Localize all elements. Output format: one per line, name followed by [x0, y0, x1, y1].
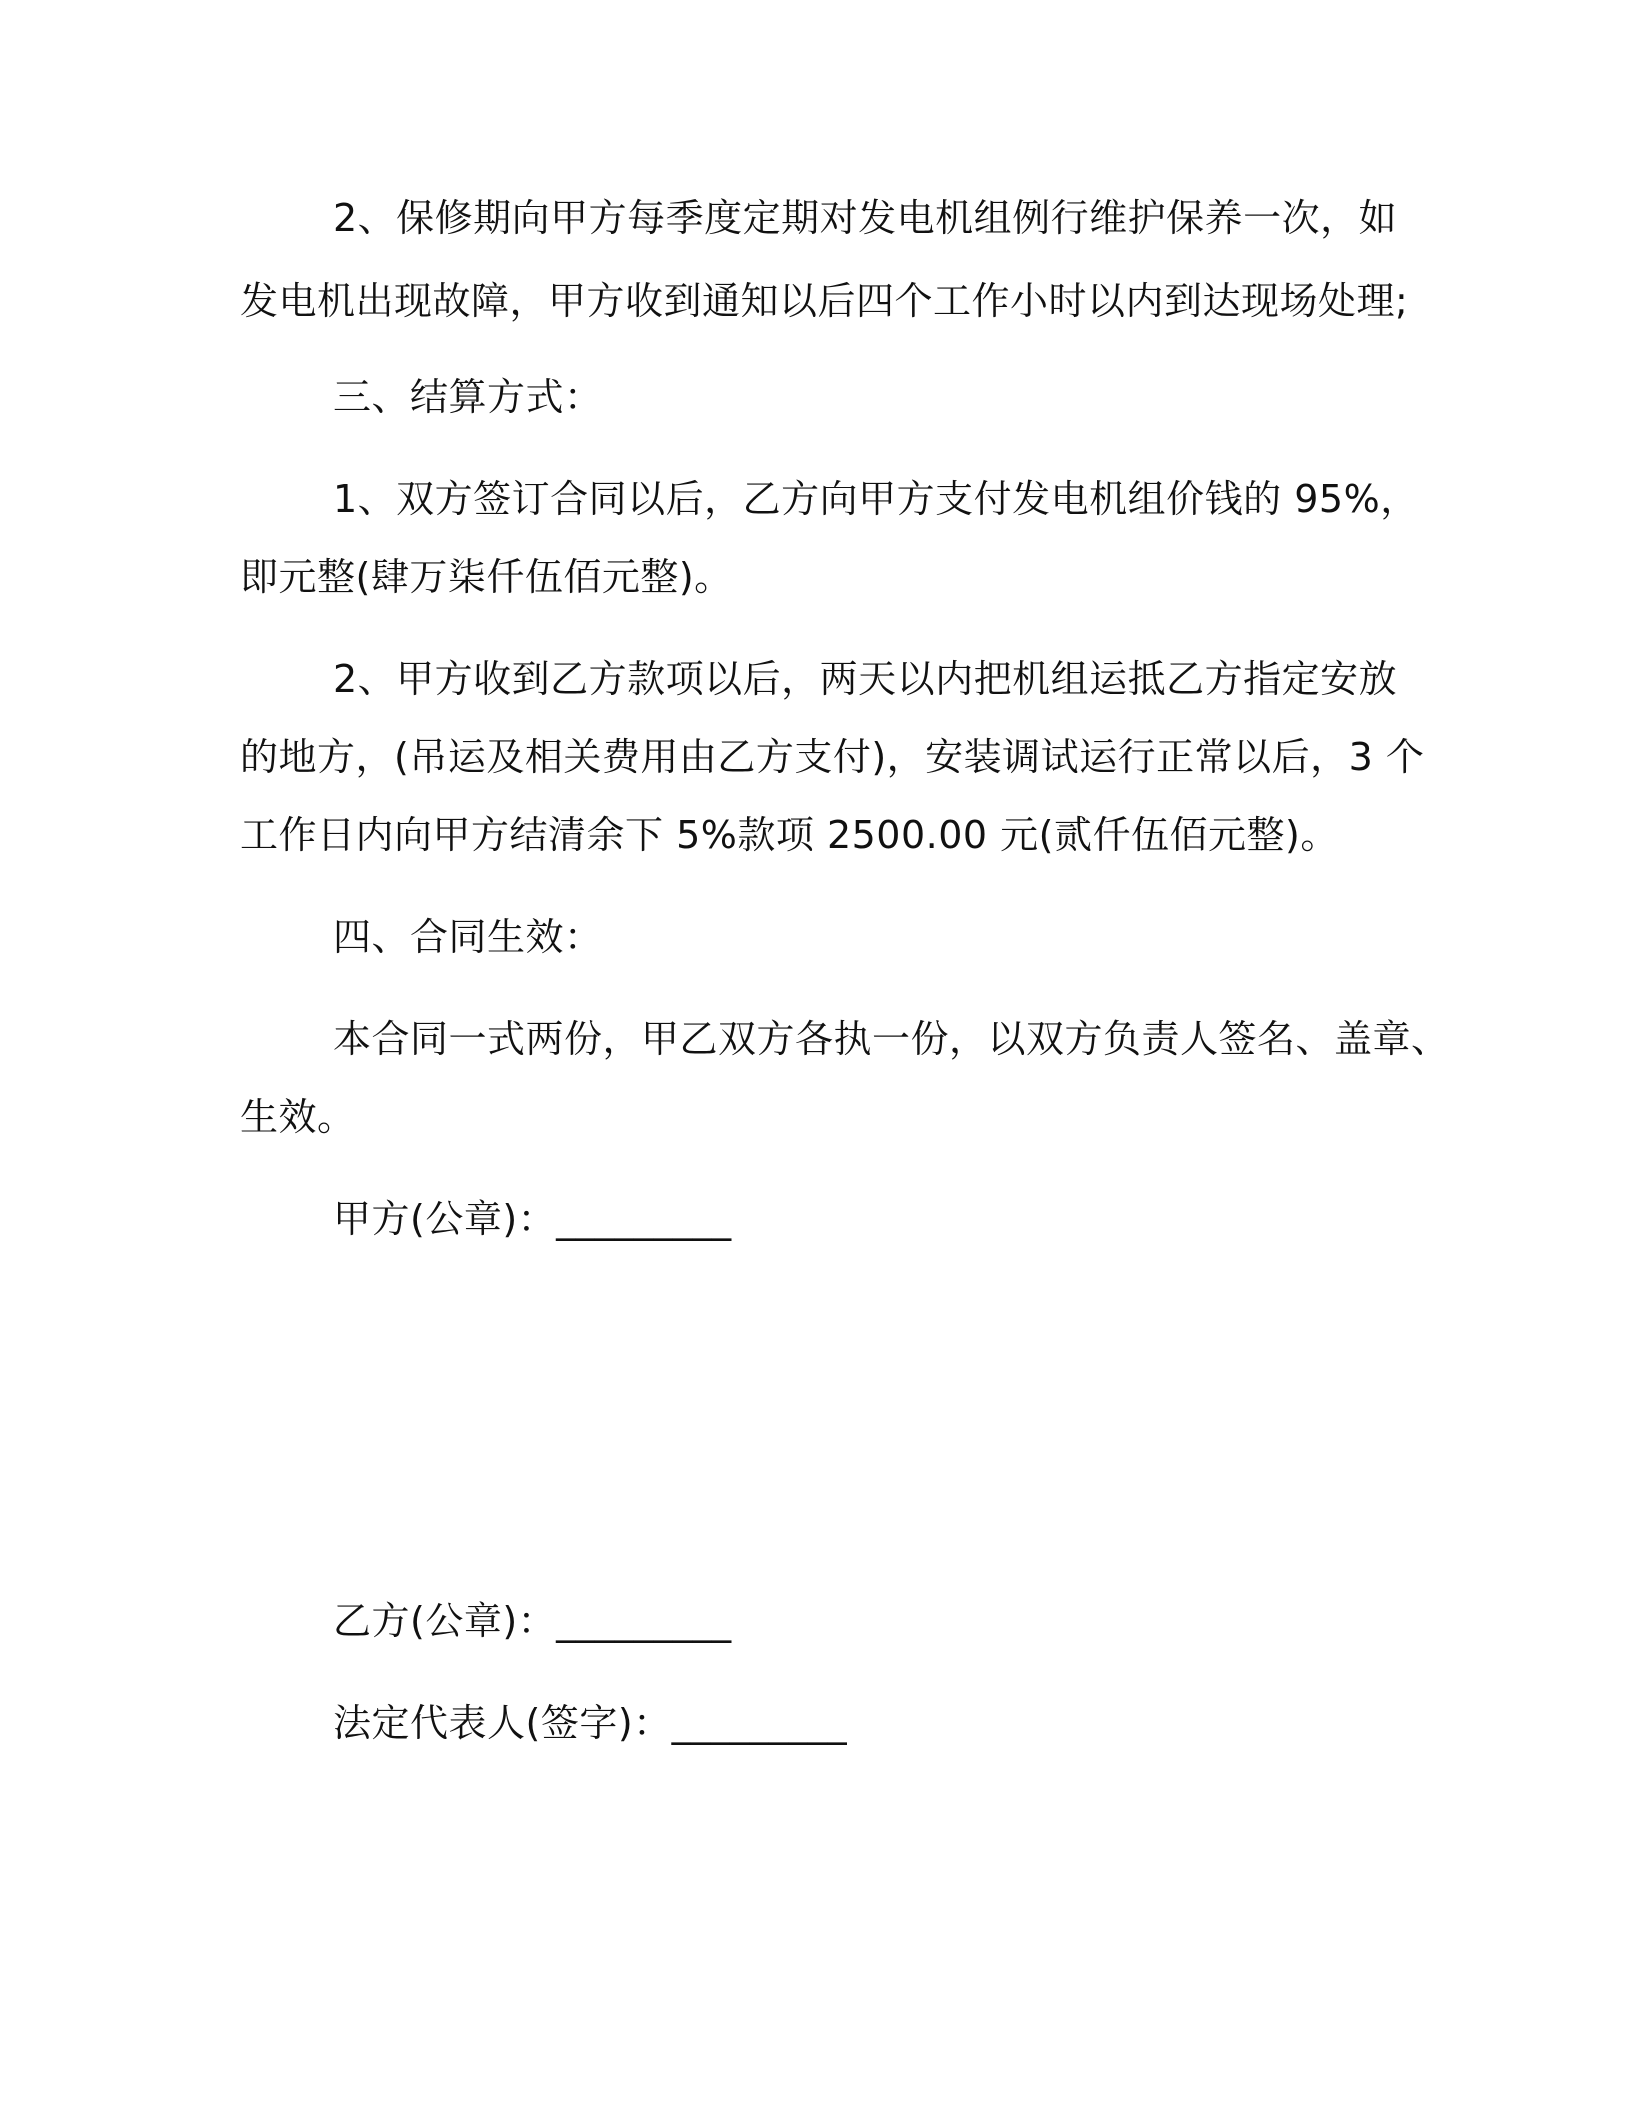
paragraph-payment-1-line-2: 即元整(肆万柒仟伍佰元整)。: [240, 555, 733, 599]
section-heading-effect: 四、合同生效：: [333, 915, 603, 959]
paragraph-payment-2-line-1: 2、甲方收到乙方款项以后，两天以内把机组运抵乙方指定安放: [333, 657, 1398, 701]
paragraph-payment-2-line-2: 的地方，(吊运及相关费用由乙方支付)，安装调试运行正常以后，3 个: [240, 735, 1425, 779]
paragraph-warranty-line-1: 2、保修期向甲方每季度定期对发电机组例行维护保养一次，如: [333, 196, 1398, 240]
paragraph-effect-line-1: 本合同一式两份，甲乙双方各执一份，以双方负责人签名、盖章、: [333, 1017, 1450, 1061]
paragraph-payment-1-line-1: 1、双方签订合同以后，乙方向甲方支付发电机组价钱的 95%，: [333, 477, 1419, 521]
party-b-seal-line: 乙方(公章)：_________: [333, 1599, 732, 1643]
paragraph-effect-line-2: 生效。: [240, 1095, 356, 1139]
paragraph-warranty-line-2: 发电机出现故障，甲方收到通知以后四个工作小时以内到达现场处理;: [240, 279, 1409, 323]
paragraph-payment-2-line-3: 工作日内向甲方结清余下 5%款项 2500.00 元(贰仟伍佰元整)。: [240, 813, 1339, 857]
party-a-seal-line: 甲方(公章)：_________: [333, 1197, 732, 1241]
legal-representative-signature-line: 法定代表人(签字)：_________: [333, 1701, 848, 1745]
section-heading-settlement: 三、结算方式：: [333, 375, 603, 419]
